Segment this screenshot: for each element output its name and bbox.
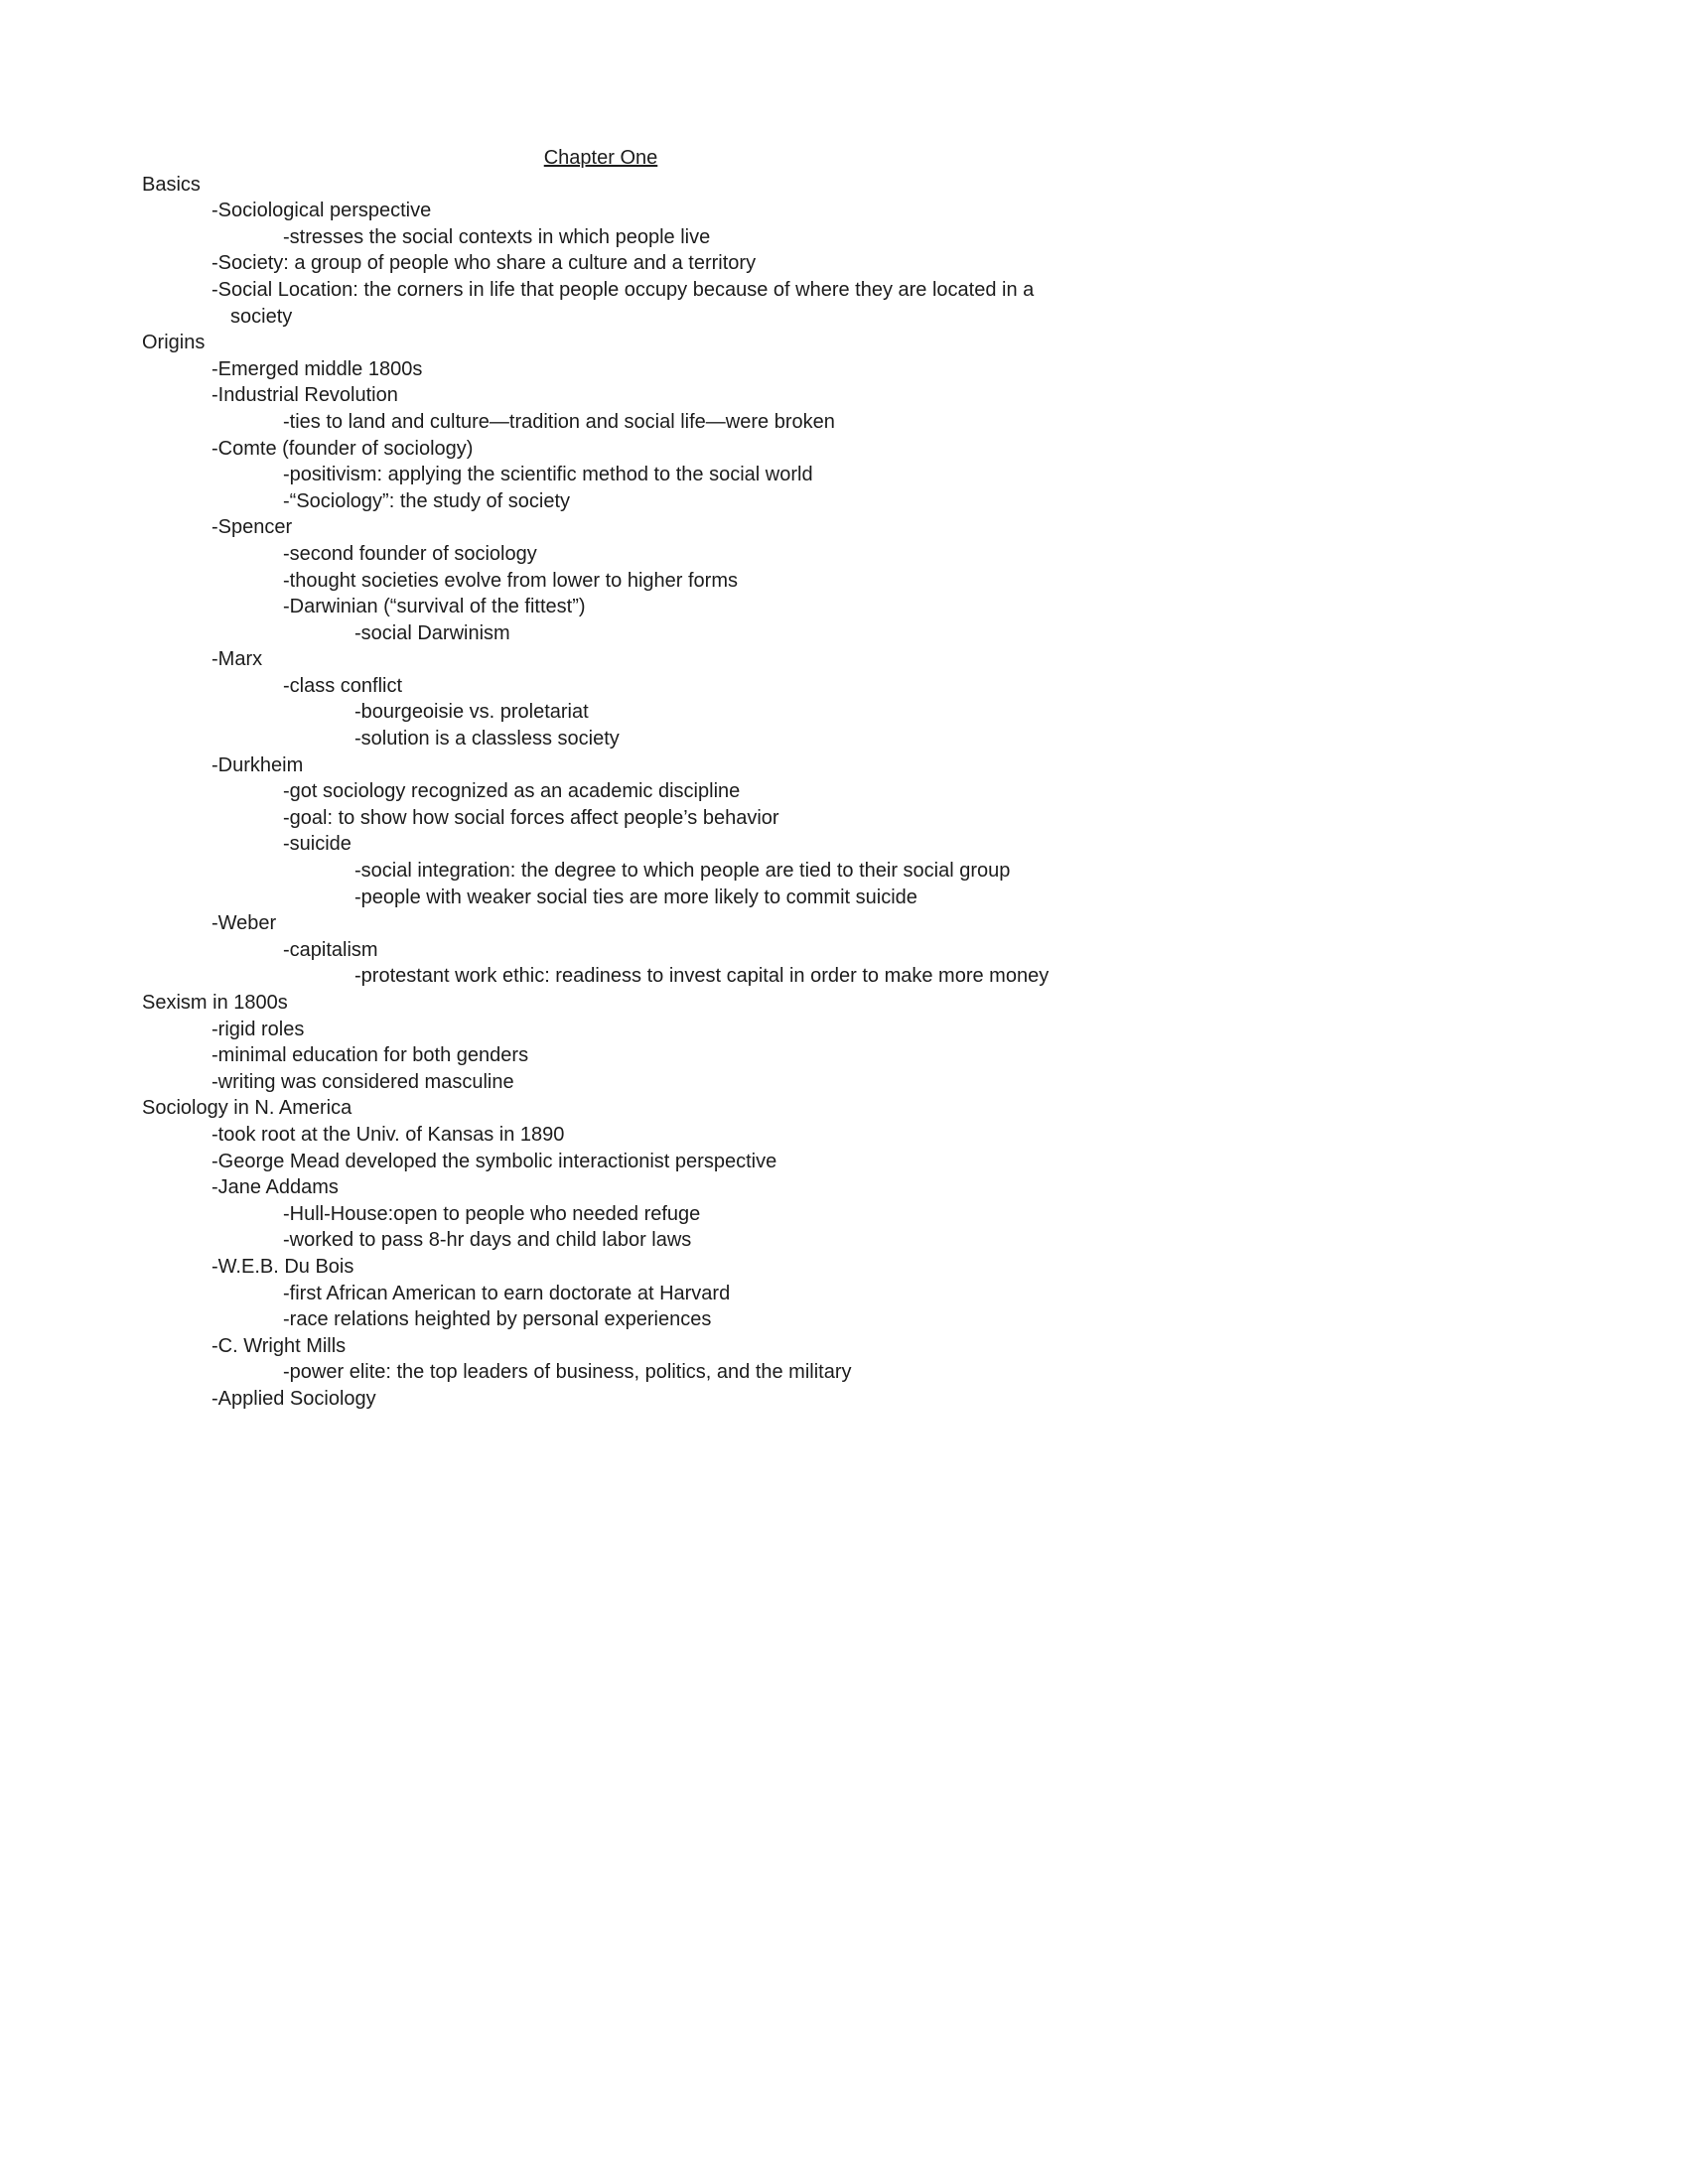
note-line: -ties to land and culture—tradition and social life—were broken <box>283 410 835 433</box>
note-line: -Jane Addams <box>211 1176 339 1199</box>
note-line: -“Sociology”: the study of society <box>283 489 571 512</box>
page-title: Chapter One <box>543 147 658 169</box>
note-line: -race relations heighted by personal experiences <box>283 1308 712 1331</box>
note-line: -power elite: the top leaders of business, politics, and the military <box>283 1361 852 1384</box>
note-line: -protestant work ethic: readiness to invest capital in order to make more money <box>354 965 1050 988</box>
note-line: Sociology in N. America <box>142 1097 352 1120</box>
note-line: -rigid roles <box>211 1018 305 1040</box>
note-line: -Comte (founder of sociology) <box>211 437 474 460</box>
note-line: -Sociological perspective <box>211 200 432 222</box>
note-line: -W.E.B. Du Bois <box>211 1255 354 1278</box>
note-line: -bourgeoisie vs. proletariat <box>354 701 589 724</box>
note-line: -thought societies evolve from lower to higher forms <box>283 569 738 592</box>
note-line: -Society: a group of people who share a culture and a territory <box>211 252 757 275</box>
note-line: -Emerged middle 1800s <box>211 357 423 380</box>
note-line: -Weber <box>211 912 277 935</box>
note-line: Basics <box>142 173 201 196</box>
note-line: -Durkheim <box>211 753 304 776</box>
notes-content <box>142 145 1059 1413</box>
note-line: -Social Location: the corners in life that people occupy because of where they are located in a <box>211 278 1035 301</box>
note-line: -suicide <box>283 833 352 856</box>
note-lines <box>142 172 1059 1413</box>
note-line: -George Mead developed the symbolic interactionist perspective <box>211 1150 777 1172</box>
note-line: society <box>230 305 293 328</box>
note-line: -stresses the social contexts in which people live <box>283 225 711 248</box>
note-line: -C. Wright Mills <box>211 1334 347 1357</box>
note-line: -writing was considered masculine <box>211 1070 514 1093</box>
note-line: -social Darwinism <box>354 621 510 644</box>
note-line: -people with weaker social ties are more likely to commit suicide <box>354 886 917 908</box>
note-line: -got sociology recognized as an academic discipline <box>283 780 741 803</box>
note-line: Origins <box>142 332 206 354</box>
note-line: -Industrial Revolution <box>211 384 398 407</box>
note-line: -Hull-House:open to people who needed refuge <box>283 1202 701 1225</box>
note-line: -social integration: the degree to which people are tied to their social group <box>354 860 1011 883</box>
note-line: -minimal education for both genders <box>211 1044 529 1067</box>
note-line: -capitalism <box>283 938 378 961</box>
note-line: -Spencer <box>211 516 293 539</box>
note-line: -took root at the Univ. of Kansas in 1890 <box>211 1123 565 1146</box>
note-line: -positivism: applying the scientific method to the social world <box>283 464 813 486</box>
note-line: Sexism in 1800s <box>142 992 288 1014</box>
note-line: -Applied Sociology <box>211 1387 376 1410</box>
note-line: -Darwinian (“survival of the fittest”) <box>283 596 586 618</box>
note-line: -solution is a classless society <box>354 728 620 751</box>
note-line: -first African American to earn doctorate at Harvard <box>283 1282 731 1304</box>
note-line: -goal: to show how social forces affect people’s behavior <box>283 806 779 829</box>
note-line: -second founder of sociology <box>283 542 537 565</box>
note-line: -class conflict <box>283 674 403 697</box>
note-line: -worked to pass 8-hr days and child labor laws <box>283 1229 692 1252</box>
note-line: -Marx <box>211 648 263 671</box>
